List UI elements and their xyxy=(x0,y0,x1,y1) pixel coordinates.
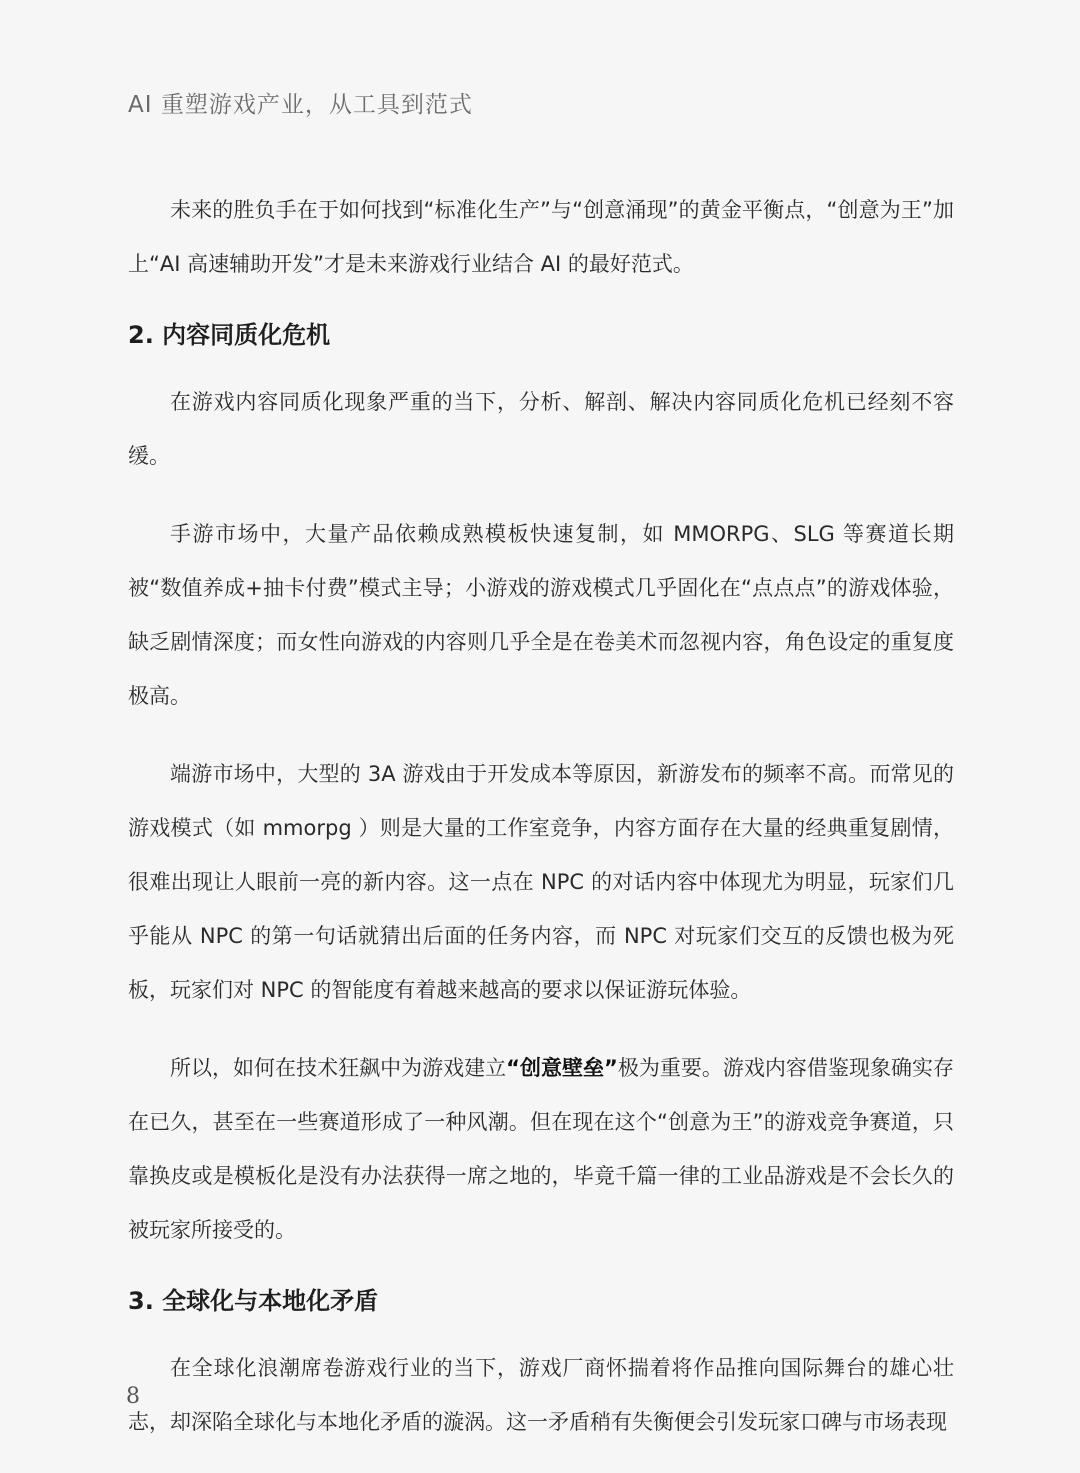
paragraph-s2-4 xyxy=(128,1041,954,1257)
paragraph-s2-1: 在游戏内容同质化现象严重的当下，分析、解剖、解决内容同质化危机已经刻不容缓。 xyxy=(128,390,954,468)
page-number: 8 xyxy=(126,1384,140,1409)
paragraph-intro: 未来的胜负手在于如何找到“标准化生产”与“创意涌现”的黄金平衡点，“创意为王”加上“AI 高速辅助开发”才是未来游戏行业结合 AI 的最好范式。 xyxy=(128,198,954,276)
paragraph-s2-3: 端游市场中，大型的 3A 游戏由于开发成本等原因，新游发布的频率不高。而常见的游戏模式（如 mmorpg ）则是大量的工作室竞争，内容方面存在大量的经典重复剧情，很难出现让人眼前一亮的新内容。这一点在 NPC 的对话内容中体现尤为明显，玩家们几乎能从 NPC 的第一句话就猜出后面的任务内容，而 NPC 对玩家们交互的反馈也极为死板，玩家们对 NPC 的智能度有着越来越高的要求以保证游玩体验。 xyxy=(128,762,954,1002)
paragraph-s2-4-lead: 所以，如何在技术狂飙中为游戏建立 xyxy=(170,1056,507,1080)
running-header: AI 重塑游戏产业，从工具到范式 xyxy=(128,92,473,118)
bold-phrase-creative-barrier: “创意壁垒” xyxy=(506,1056,618,1080)
section-3-heading: 3. 全球化与本地化矛盾 xyxy=(128,1287,379,1315)
page-body xyxy=(128,183,954,1473)
paragraph-s2-4-rest: 极为重要。游戏内容借鉴现象确实存在已久，甚至在一些赛道形成了一种风潮。但在现在这个“创意为王”的游戏竞争赛道，只靠换皮或是模板化是没有办法获得一席之地的，毕竟千篇一律的工业品游戏是不会长久的被玩家所接受的。 xyxy=(128,1056,954,1242)
section-2-heading: 2. 内容同质化危机 xyxy=(128,321,331,349)
paragraph-s3-1: 在全球化浪潮席卷游戏行业的当下，游戏厂商怀揣着将作品推向国际舞台的雄心壮志，却深陷全球化与本地化矛盾的漩涡。这一矛盾稍有失衡便会引发玩家口碑与市场表现 xyxy=(128,1356,954,1434)
paragraph-s2-2: 手游市场中，大量产品依赖成熟模板快速复制，如 MMORPG、SLG 等赛道长期被“数值养成+抽卡付费”模式主导；小游戏的游戏模式几乎固化在“点点点”的游戏体验，缺乏剧情深度；而女性向游戏的内容则几乎全是在卷美术而忽视内容，角色设定的重复度极高。 xyxy=(128,522,954,708)
